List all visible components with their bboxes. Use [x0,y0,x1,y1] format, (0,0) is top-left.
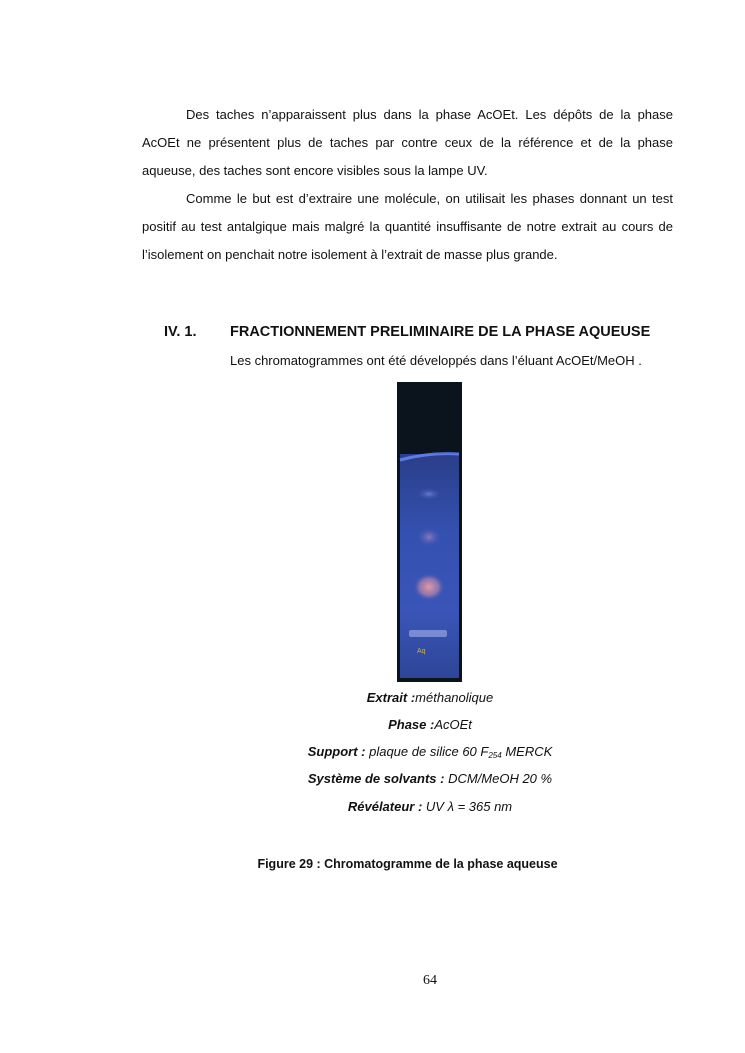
caption-support [250,744,610,760]
tlc-plate-photo [397,382,462,682]
tlc-spot-middle [416,527,442,547]
caption-support-brand: MERCK [501,744,553,759]
tlc-plate-image [397,382,462,682]
caption-extrait-label: Extrait : [366,690,416,705]
caption-revelateur-value: UV λ = 365 nm [422,799,513,814]
caption-support-subscript: 254 [488,751,502,760]
paragraph-2 [142,185,673,269]
caption-extrait [250,690,610,705]
caption-systeme [250,771,610,786]
caption-support-label: Support : [307,744,366,759]
section-heading [164,324,684,340]
paragraph-2-text: Comme le but est d’extraire une molécule, on utilisait les phases donnant un test positif au test antalgique mais malgré la quantité insuffisante de notre extrait au cours de l’isolement on penchait notre isolement à l’extrait de masse plus grande. [142,191,673,262]
tlc-spot-main [413,573,445,601]
caption-revelateur-label: Révélateur : [347,799,423,814]
section-title: FRACTIONNEMENT PRELIMINAIRE DE LA PHASE AQUEUSE [230,324,651,340]
paragraph-1 [142,101,673,185]
caption-systeme-value: DCM/MeOH 20 % [444,771,553,786]
caption-phase [250,717,610,732]
caption-systeme-label: Système de solvants : [307,771,445,786]
paragraph-1-text: Des taches n’apparaissent plus dans la phase AcOEt. Les dépôts de la phase AcOEt ne présentent plus de taches par contre ceux de la référence et de la phase aqueuse, des taches sont encore visibles sous la lampe UV. [142,107,673,178]
tlc-silica-plate [400,454,459,678]
caption-support-value: plaque de silice 60 F [365,744,489,759]
caption-phase-value: AcOEt [434,717,472,732]
section-number: IV. 1. [164,324,197,340]
caption-extrait-value: méthanolique [415,690,494,705]
caption-phase-label: Phase : [388,717,435,732]
tlc-lane-label: Aq [417,648,426,655]
page-number: 64 [423,973,437,988]
tlc-deposit-spot [409,630,447,637]
figure-caption: Figure 29 : Chromatogramme de la phase aqueuse [257,857,558,871]
section-intro: Les chromatogrammes ont été développés dans l’éluant AcOEt/MeOH . [230,353,642,368]
tlc-spot-upper [417,488,441,500]
caption-revelateur [250,799,610,814]
